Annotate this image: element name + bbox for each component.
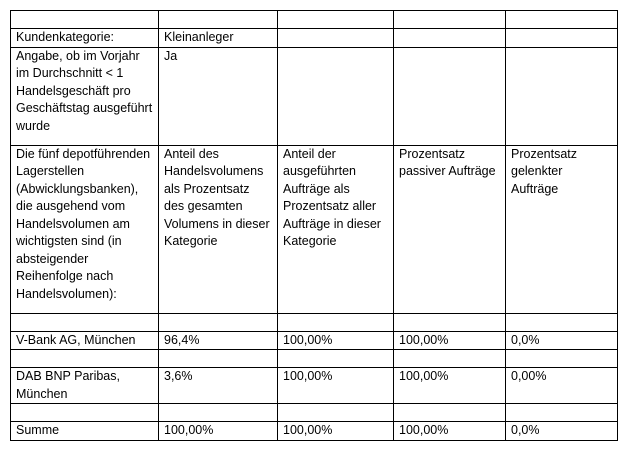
info-value: Ja (159, 47, 278, 145)
empty-cell (394, 350, 506, 368)
empty-cell (278, 404, 394, 422)
table-row-info (11, 47, 618, 145)
total-label-cell: Summe (11, 422, 159, 441)
empty-cell (278, 11, 394, 29)
header-cell-volume-share: Anteil des Handelsvolumens als Prozentsatz des gesamten Volumens in dieser Kategorie (159, 145, 278, 313)
empty-cell (11, 404, 159, 422)
empty-cell (506, 47, 618, 145)
header-cell-directed-orders: Prozentsatz gelenkter Aufträge (506, 145, 618, 313)
empty-cell (159, 404, 278, 422)
table-row-spacer (11, 313, 618, 331)
empty-cell (278, 313, 394, 331)
directed-orders-cell: 0,0% (506, 331, 618, 350)
table-row-spacer (11, 11, 618, 29)
info-label: Angabe, ob im Vorjahr im Durchschnitt < 1 Handelsgeschäft pro Geschäftstag ausgeführt wurde (11, 47, 159, 145)
header-cell-venues: Die fünf depotführenden Lagerstellen (Abwicklungsbanken), die ausgehend vom Handelsvolumen am wichtigsten sind (in absteigender Reihenfolge nach Handelsvolumen): (11, 145, 159, 313)
empty-cell (506, 404, 618, 422)
volume-share-cell: 96,4% (159, 331, 278, 350)
empty-cell (278, 29, 394, 48)
empty-cell (394, 29, 506, 48)
volume-share-cell: 100,00% (159, 422, 278, 441)
passive-orders-cell: 100,00% (394, 368, 506, 404)
header-cell-orders-share: Anteil der ausgeführten Aufträge als Prozentsatz aller Aufträge in dieser Kategorie (278, 145, 394, 313)
empty-cell (506, 350, 618, 368)
table-row (11, 331, 618, 350)
empty-cell (394, 404, 506, 422)
volume-share-cell: 3,6% (159, 368, 278, 404)
orders-share-cell: 100,00% (278, 422, 394, 441)
empty-cell (278, 47, 394, 145)
venue-cell: DAB BNP Paribas, München (11, 368, 159, 404)
empty-cell (11, 350, 159, 368)
empty-cell (506, 11, 618, 29)
empty-cell (11, 313, 159, 331)
header-cell-passive-orders: Prozentsatz passiver Aufträge (394, 145, 506, 313)
directed-orders-cell: 0,0% (506, 422, 618, 441)
empty-cell (506, 313, 618, 331)
empty-cell (278, 350, 394, 368)
empty-cell (11, 11, 159, 29)
table-row-total (11, 422, 618, 441)
empty-cell (506, 29, 618, 48)
passive-orders-cell: 100,00% (394, 331, 506, 350)
table-row-spacer (11, 350, 618, 368)
venue-cell: V-Bank AG, München (11, 331, 159, 350)
empty-cell (394, 313, 506, 331)
orders-share-cell: 100,00% (278, 331, 394, 350)
empty-cell (394, 47, 506, 145)
passive-orders-cell: 100,00% (394, 422, 506, 441)
category-label: Kundenkategorie: (11, 29, 159, 48)
table-header-row (11, 145, 618, 313)
table-row-spacer (11, 404, 618, 422)
empty-cell (394, 11, 506, 29)
category-value: Kleinanleger (159, 29, 278, 48)
table-row-category (11, 29, 618, 48)
table-row (11, 368, 618, 404)
orders-share-cell: 100,00% (278, 368, 394, 404)
empty-cell (159, 11, 278, 29)
empty-cell (159, 350, 278, 368)
execution-venues-table (10, 10, 618, 441)
empty-cell (159, 313, 278, 331)
directed-orders-cell: 0,00% (506, 368, 618, 404)
